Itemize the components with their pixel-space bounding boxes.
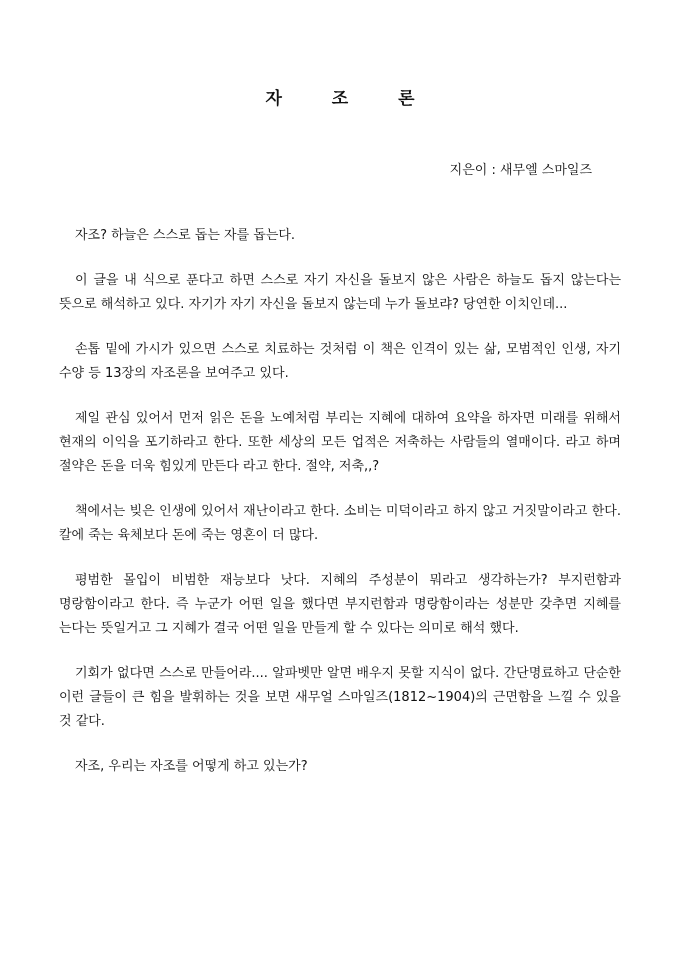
paragraph: 평범한 몰입이 비범한 재능보다 낫다. 지혜의 주성분이 뭐라고 생각하는가? 부지런함과 명랑함이라고 한다. 즉 누군가 어떤 일을 했다면 부지런함과 명랑함이라는 성분만 갖추면 지혜를 는다는 뜻일거고 그 지혜가 결국 어떤 일을 만들게 할 수 있다는 의미로 해석 했다. [59,573,621,636]
paragraph: 이 글을 내 식으로 푼다고 하면 스스로 자기 자신을 돌보지 않은 사람은 하늘도 돕지 않는다는 뜻으로 해석하고 있다. 자기가 자기 자신을 돌보지 않는데 누가 돌보랴? 당연한 이치인데... [59,273,621,312]
document-body [59,224,621,800]
paragraph: 제일 관심 있어서 먼저 읽은 돈을 노예처럼 부리는 지혜에 대하여 요약을 하자면 미래를 위해서 현재의 이익을 포기하라고 한다. 또한 세상의 모든 업적은 저축하는 사람들의 열매이다. 라고 하며 절약은 돈을 더욱 힘있게 만든다 라고 한다. 절약, 저축,,? [59,411,621,474]
paragraph: 자조, 우리는 자조를 어떻게 하고 있는가? [75,759,308,774]
paragraph: 자조? 하늘은 스스로 돕는 자를 돕는다. [75,228,296,243]
paragraph: 손톱 밑에 가시가 있으면 스스로 치료하는 것처럼 이 책은 인격이 있는 삶, 모범적인 인생, 자기 수양 등 13장의 자조론을 보여주고 있다. [59,342,621,381]
author-line: 지은이 : 새무엘 스마일즈 [449,163,592,178]
paragraph: 기회가 없다면 스스로 만들어라.... 알파벳만 알면 배우지 못할 지식이 없다. 간단명료하고 단순한 이런 글들이 큰 힘을 발휘하는 것을 보면 새무얼 스마일즈(1812~1904)의 근면함을 느낄 수 있을 것 같다. [59,666,621,729]
page-title: 자 조 론 [265,89,437,109]
paragraph: 책에서는 빚은 인생에 있어서 재난이라고 한다. 소비는 미덕이라고 하지 않고 거짓말이라고 한다. 칼에 죽는 육체보다 돈에 죽는 영혼이 더 많다. [59,504,621,543]
